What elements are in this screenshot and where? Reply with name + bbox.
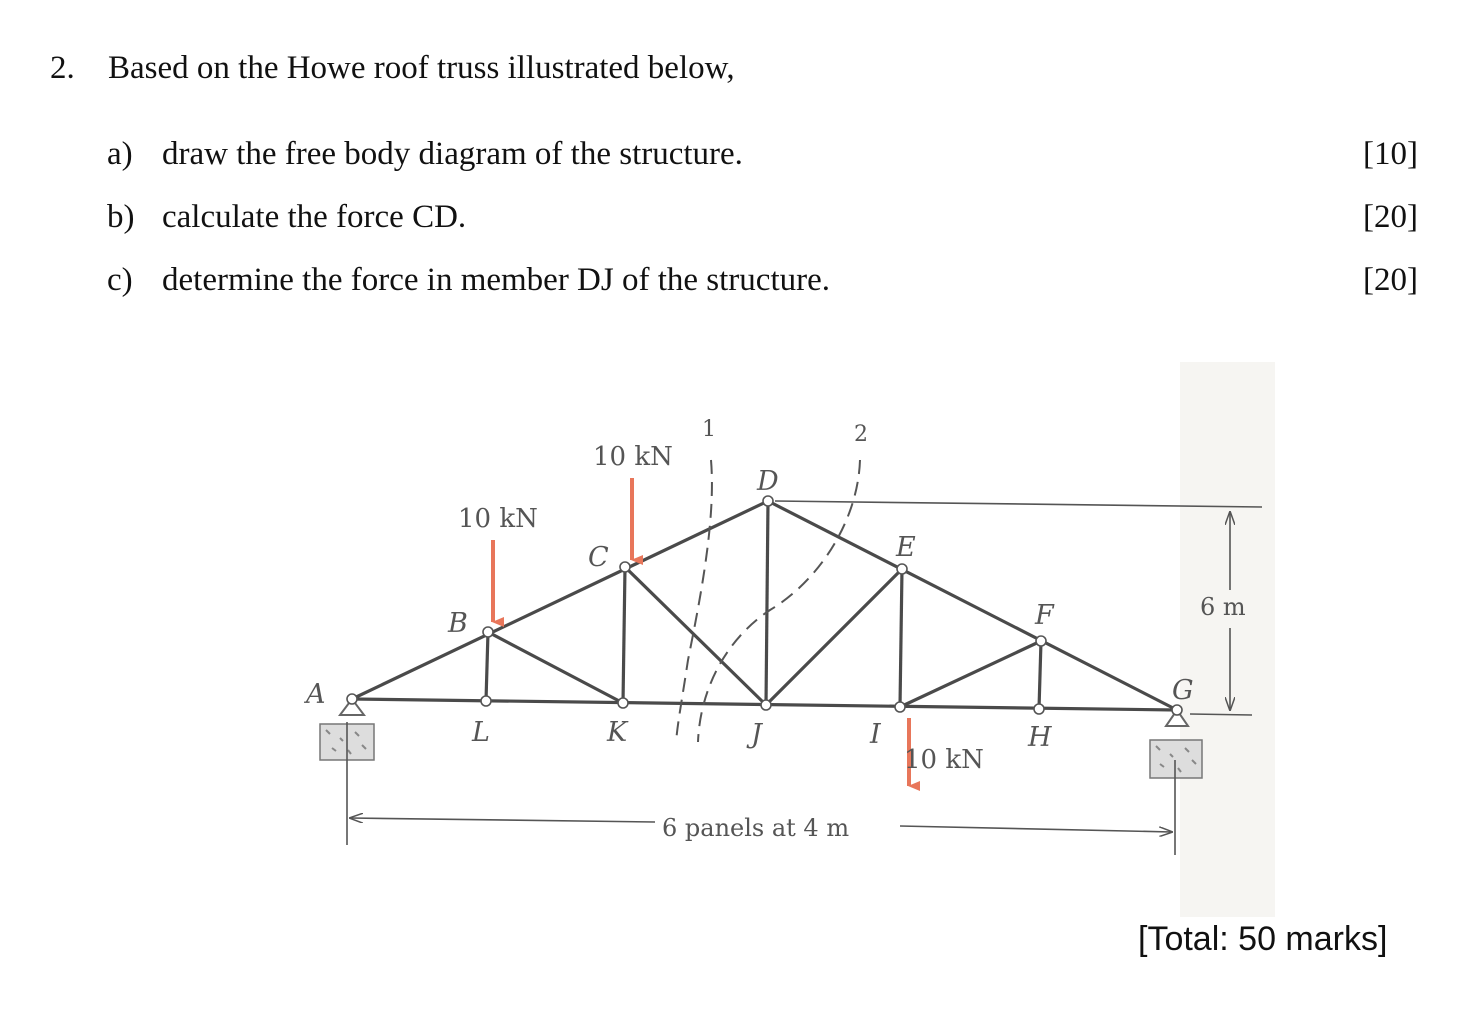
load-label-b: 10 kN — [458, 504, 538, 534]
part-label: b) — [107, 199, 135, 235]
section-label-2: 2 — [854, 422, 868, 447]
section-cut-1 — [676, 460, 712, 742]
node-label-a: A — [306, 679, 326, 710]
part-label: c) — [107, 262, 133, 298]
node-label-i: I — [870, 719, 881, 750]
part-a-marks: [10] — [1363, 136, 1418, 172]
node-label-f: F — [1035, 600, 1054, 631]
span-dimension-label: 6 panels at 4 m — [662, 814, 850, 842]
question-text: Based on the Howe roof truss illustrated below, — [108, 50, 735, 86]
node-label-c: C — [588, 542, 609, 573]
part-label: a) — [107, 136, 133, 172]
node-label-k: K — [607, 717, 628, 748]
part-text: draw the free body diagram of the structure. — [162, 136, 743, 172]
node-label-g: G — [1172, 675, 1194, 706]
part-b-marks: [20] — [1363, 199, 1418, 235]
node-label-e: E — [896, 532, 916, 563]
part-text: determine the force in member DJ of the structure. — [162, 262, 830, 298]
load-label-c: 10 kN — [593, 442, 673, 472]
node-label-j: J — [751, 719, 762, 750]
height-dimension-label: 6 m — [1200, 593, 1246, 621]
node-label-l: L — [472, 717, 490, 748]
part-text: calculate the force CD. — [162, 199, 467, 235]
node-label-d: D — [757, 466, 779, 497]
node-label-b: B — [448, 608, 468, 639]
section-label-1: 1 — [702, 417, 716, 442]
part-c-marks: [20] — [1363, 262, 1418, 298]
question-number: 2. — [50, 50, 75, 86]
scan-shade — [1180, 362, 1275, 917]
total-marks: [Total: 50 marks] — [1138, 920, 1388, 958]
node-label-h: H — [1028, 722, 1052, 753]
load-label-i: 10 kN — [904, 745, 984, 775]
